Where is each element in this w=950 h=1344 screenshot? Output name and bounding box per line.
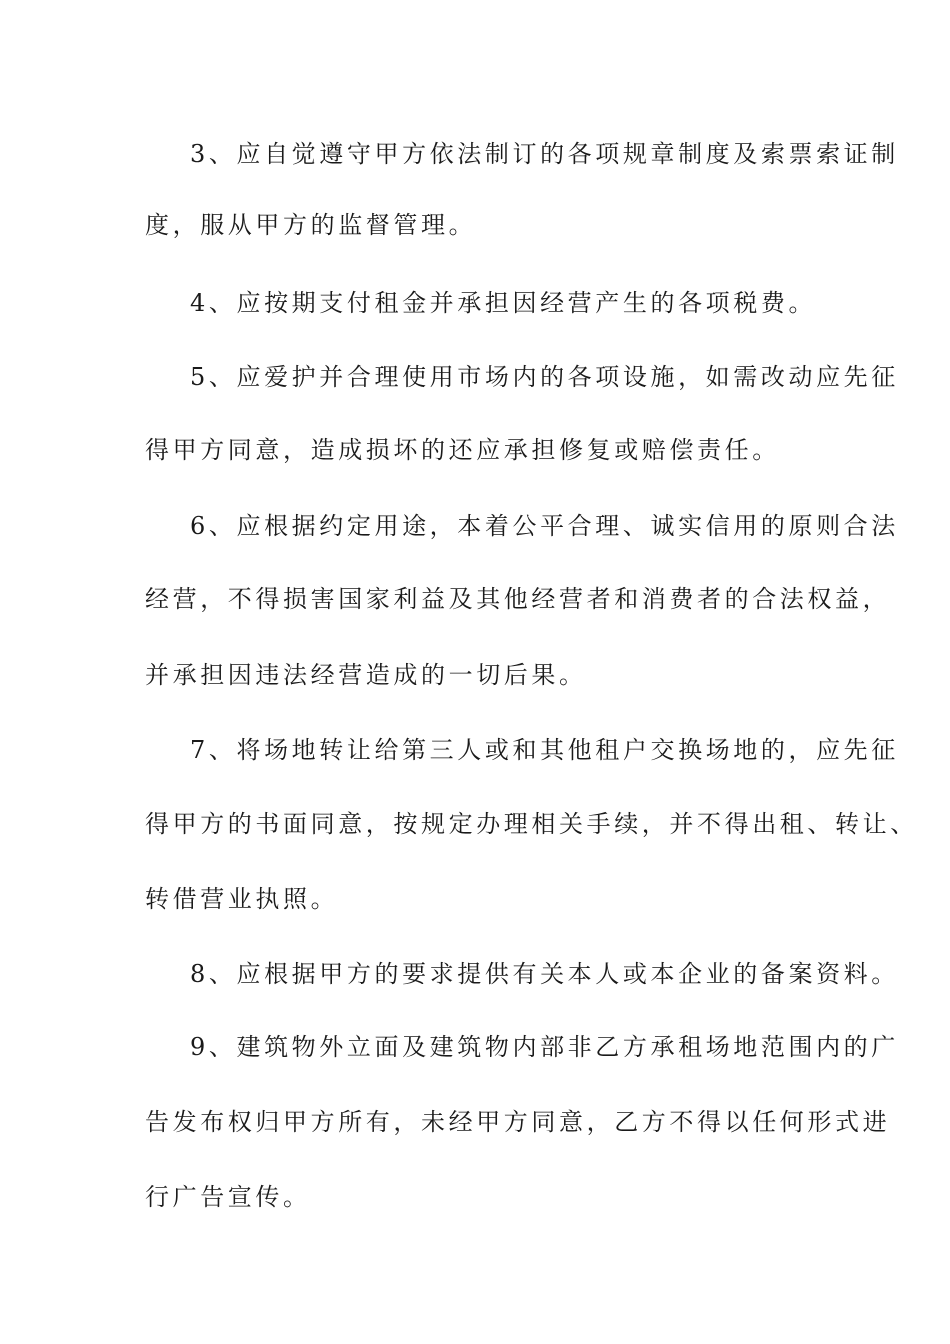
clause-9-line-1: 9、建筑物外立面及建筑物内部非乙方承租场地范围内的广 [190, 1033, 899, 1061]
clause-7-line-2: 得甲方的书面同意，按规定办理相关手续，并不得出租、转让、 [145, 810, 918, 838]
clause-8-line-1: 8、应根据甲方的要求提供有关本人或本企业的备案资料。 [190, 960, 899, 988]
clause-5-line-1: 5、应爱护并合理使用市场内的各项设施，如需改动应先征 [190, 363, 899, 391]
clause-6-line-1: 6、应根据约定用途，本着公平合理、诚实信用的原则合法 [190, 512, 899, 540]
clause-7-line-1: 7、将场地转让给第三人或和其他租户交换场地的，应先征 [190, 736, 899, 764]
clause-9-line-3: 行广告宣传。 [145, 1183, 311, 1211]
clause-4-line-1: 4、应按期支付租金并承担因经营产生的各项税费。 [190, 289, 817, 317]
clause-3-line-1: 3、应自觉遵守甲方依法制订的各项规章制度及索票索证制 [190, 140, 899, 168]
clause-6-line-2: 经营，不得损害国家利益及其他经营者和消费者的合法权益， [145, 585, 891, 613]
clause-9-line-2: 告发布权归甲方所有，未经甲方同意，乙方不得以任何形式进 [145, 1108, 891, 1136]
clause-3-line-2: 度，服从甲方的监督管理。 [145, 211, 477, 239]
clause-5-line-2: 得甲方同意，造成损坏的还应承担修复或赔偿责任。 [145, 436, 780, 464]
clause-6-line-3: 并承担因违法经营造成的一切后果。 [145, 661, 587, 689]
clause-7-line-3: 转借营业执照。 [145, 885, 339, 913]
